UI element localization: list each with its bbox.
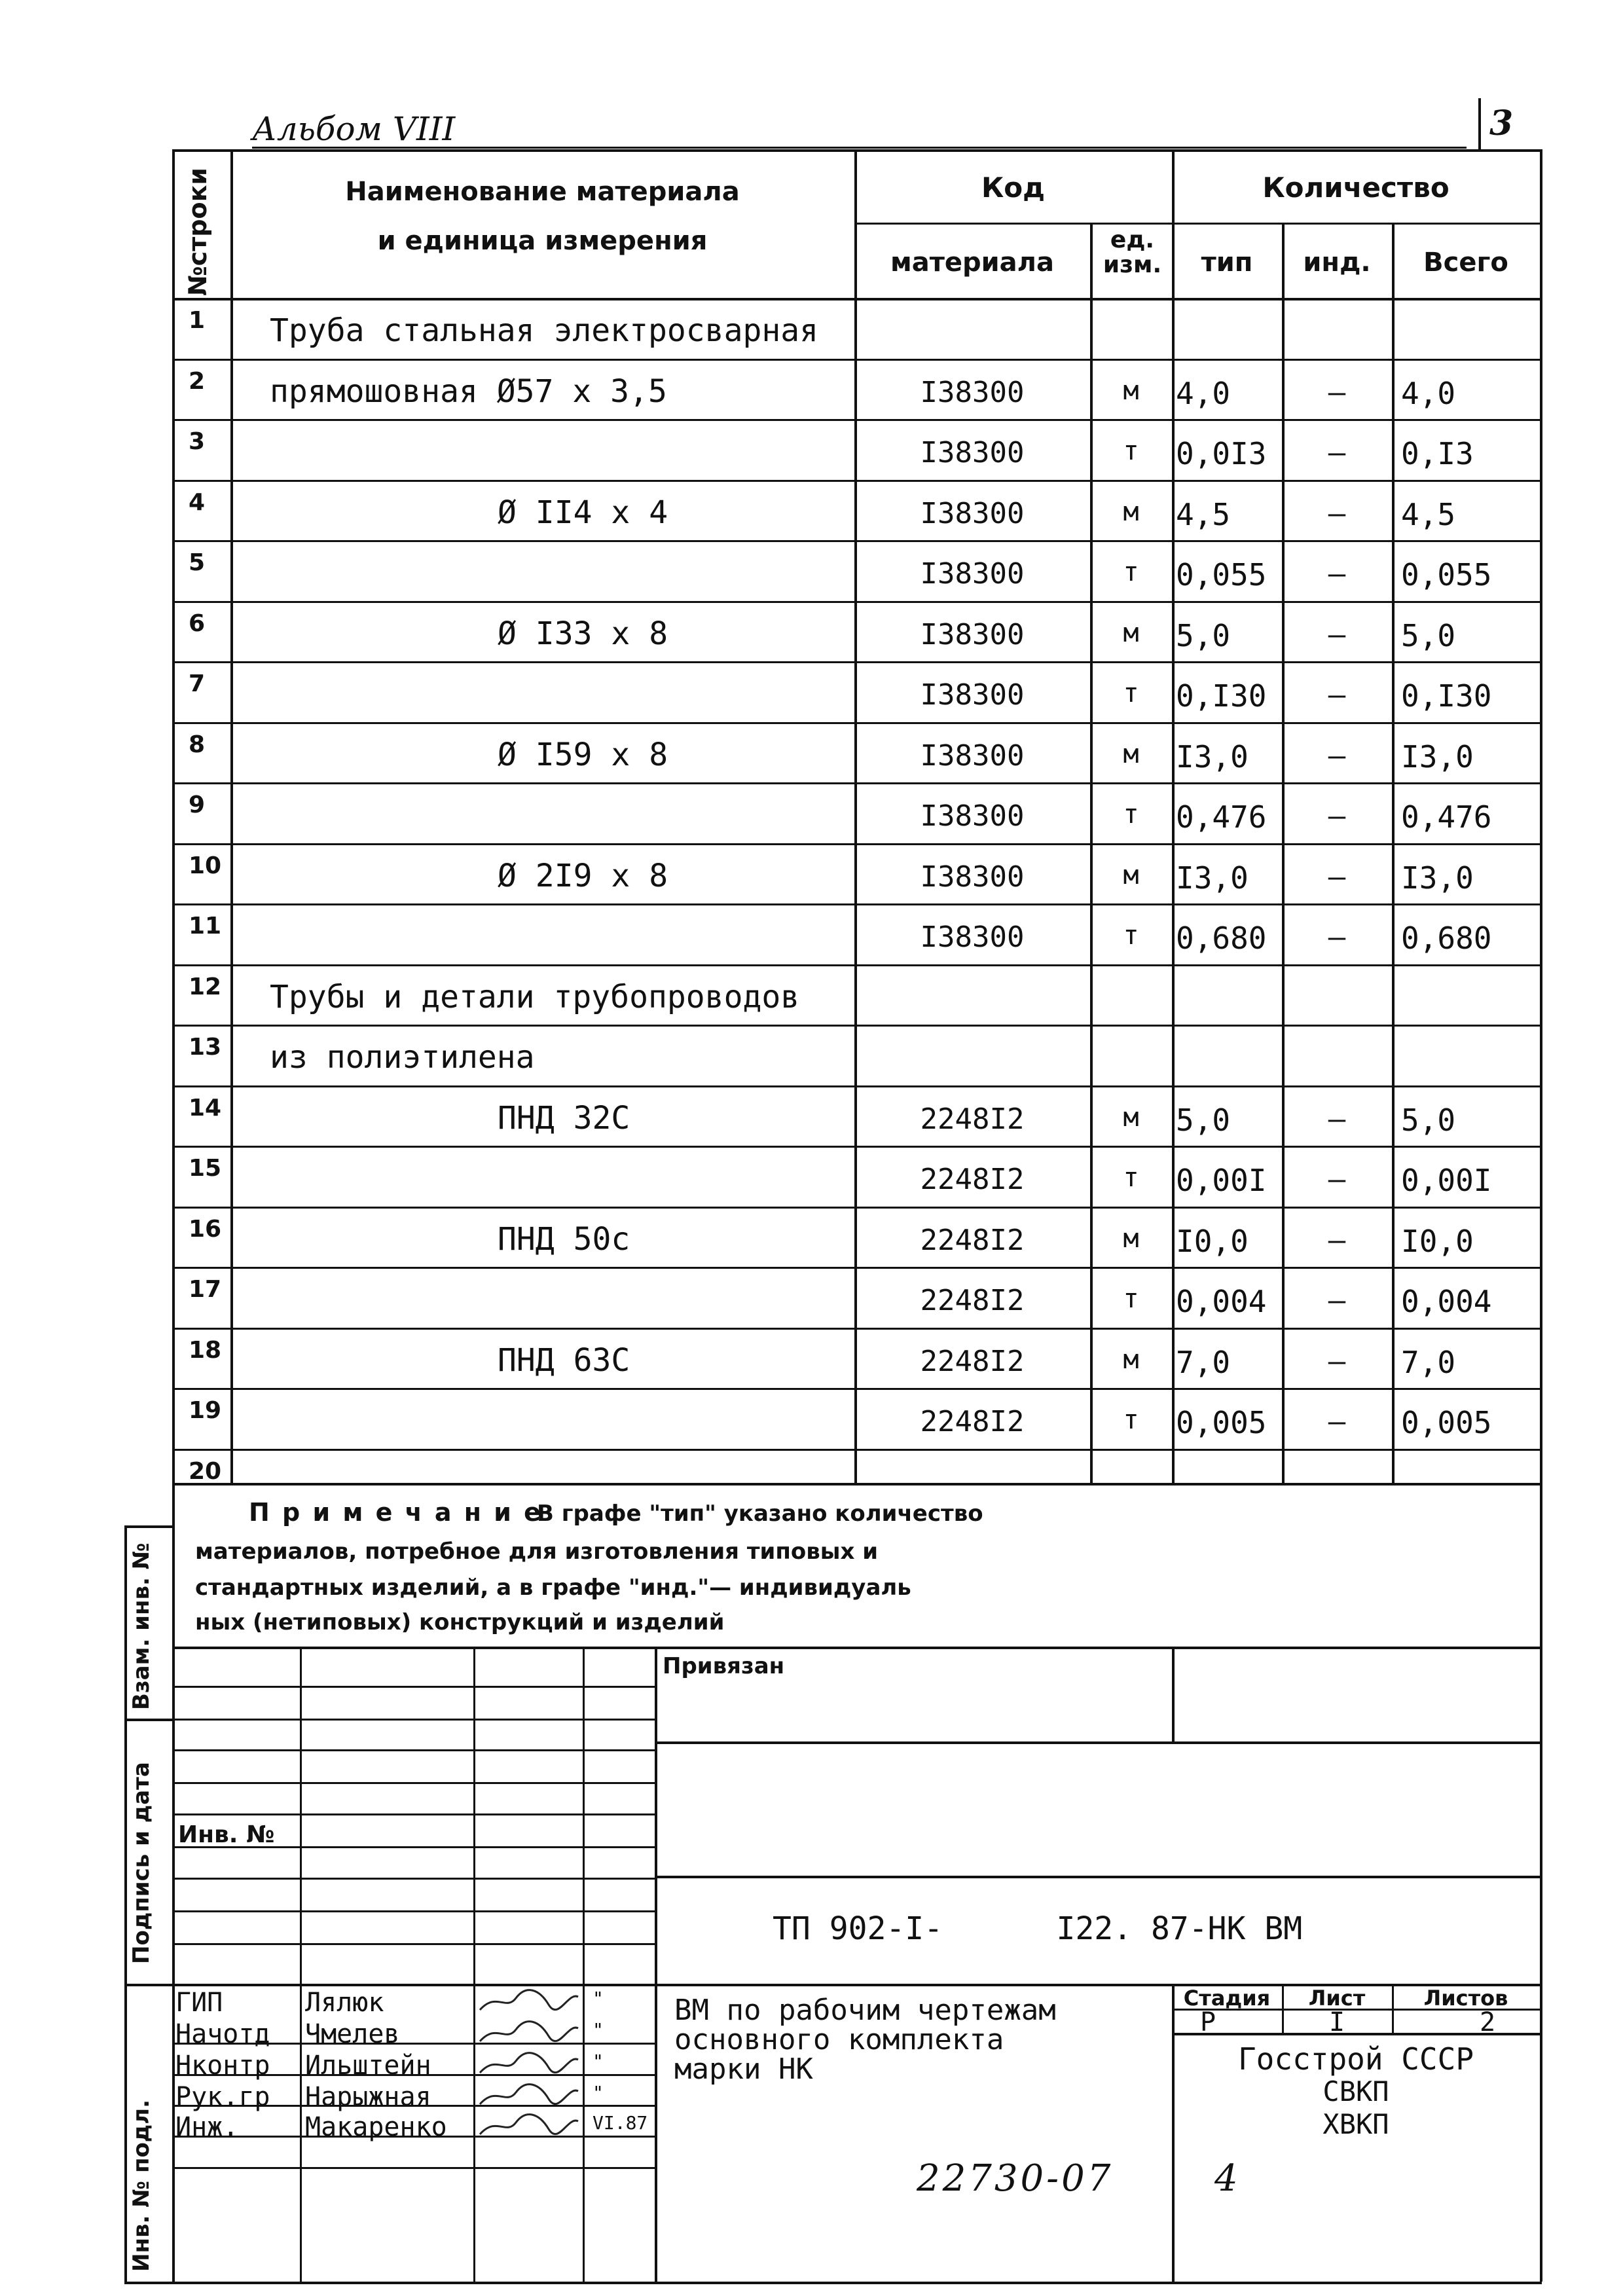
cell-typ: 0,I30 [1176, 678, 1267, 714]
cell-typ: 4,0 [1176, 375, 1231, 411]
title-line2: основного комплекта [674, 2023, 1004, 2056]
row-divider [172, 1267, 1542, 1269]
row-number: 19 [189, 1397, 222, 1424]
cell-typ: 5,0 [1176, 617, 1231, 653]
cell-unit: т [1123, 799, 1139, 829]
cell-typ: 0,476 [1176, 799, 1267, 835]
material-name: ПНД 50с [498, 1220, 630, 1258]
cell-unit: т [1123, 1163, 1139, 1193]
signature-scribble [477, 2048, 581, 2079]
note-line1: В графе "тип" указано количество [537, 1501, 983, 1527]
cell-ind: – [1328, 920, 1346, 954]
cell-total: 7,0 [1401, 1344, 1456, 1380]
material-name: ПНД 32С [498, 1099, 630, 1137]
cell-ind: – [1328, 1102, 1346, 1136]
cell-typ: 4,5 [1176, 496, 1231, 532]
cell-code: 2248I2 [920, 1163, 1025, 1196]
inv-no-label: Инв. № [178, 1821, 275, 1848]
row-divider [172, 1388, 1542, 1390]
footer-page: 4 [1214, 2157, 1238, 2200]
row-divider [172, 661, 1542, 663]
row-number: 18 [189, 1336, 222, 1364]
cell-unit: м [1123, 496, 1139, 527]
row-divider [172, 1449, 1542, 1451]
row-number: 20 [189, 1457, 222, 1485]
album-label: Альбом VIII [252, 110, 456, 148]
cell-total: 0,476 [1401, 799, 1492, 835]
row-divider [172, 540, 1542, 542]
material-name: прямошовная Ø57 x 3,5 [270, 373, 667, 410]
header-total: Всего [1423, 247, 1508, 278]
sheets-value: 2 [1480, 2007, 1496, 2037]
cell-code: I38300 [920, 617, 1025, 651]
cell-total: 0,I3 [1401, 436, 1474, 471]
row-divider [172, 1085, 1542, 1087]
material-name: из полиэтилена [270, 1039, 535, 1076]
signature-scribble [477, 1985, 581, 2016]
material-name: Труба стальная электросварная [270, 312, 819, 349]
cell-unit: т [1123, 678, 1139, 708]
signer-mark: " [593, 2050, 604, 2072]
signature-scribble [477, 2109, 581, 2141]
cell-total: 5,0 [1401, 617, 1456, 653]
row-number: 2 [189, 367, 206, 395]
cell-unit: м [1123, 617, 1139, 648]
stage-label: Стадия [1183, 1986, 1271, 2011]
cell-code: I38300 [920, 436, 1025, 469]
cell-code: I38300 [920, 496, 1025, 530]
cell-unit: т [1123, 920, 1139, 951]
signer-role: Рук.гр [175, 2082, 270, 2112]
sheet-value: I [1328, 2007, 1345, 2037]
cell-typ: 0,004 [1176, 1284, 1267, 1319]
signer-mark: " [593, 2019, 604, 2041]
stage-value: Р [1199, 2007, 1216, 2037]
signer-mark: " [593, 1988, 604, 2009]
header-quantity: Количество [1262, 172, 1450, 204]
cell-ind: – [1328, 436, 1346, 469]
cell-unit: т [1123, 1284, 1139, 1314]
cell-typ: 0,055 [1176, 557, 1267, 592]
cell-code: I38300 [920, 557, 1025, 591]
header-name-line2: и единица измерения [377, 226, 708, 256]
document-code: ТП 902-I- I22. 87-НК ВМ [773, 1910, 1303, 1947]
row-number: 17 [189, 1276, 222, 1303]
signer-name: Ильштейн [305, 2050, 431, 2081]
cell-typ: I3,0 [1176, 738, 1249, 774]
row-divider [172, 782, 1542, 784]
cell-code: I38300 [920, 799, 1025, 833]
row-number: 14 [189, 1094, 222, 1121]
cell-typ: 7,0 [1176, 1344, 1231, 1380]
note-lead: П р и м е ч а н и е [249, 1498, 543, 1527]
cell-total: 0,055 [1401, 557, 1492, 592]
cell-ind: – [1328, 1223, 1346, 1257]
cell-total: 4,0 [1401, 375, 1456, 411]
row-divider [172, 1328, 1542, 1330]
row-divider [172, 843, 1542, 845]
row-divider [172, 359, 1542, 361]
page-number: 3 [1489, 103, 1514, 143]
signer-name: Макаренко [305, 2112, 447, 2142]
org-line1: Госстрой СССР [1237, 2041, 1474, 2077]
header-typ: тип [1201, 247, 1253, 278]
cell-unit: м [1123, 375, 1139, 406]
signer-mark: " [593, 2082, 604, 2104]
cell-ind: – [1328, 1163, 1346, 1196]
row-divider [172, 601, 1542, 603]
cell-code: 2248I2 [920, 1102, 1025, 1136]
header-name-line1: Наименование материала [345, 177, 740, 207]
side-label-vzam: Взам. инв. № [128, 1542, 155, 1710]
signer-name: Нарыжная [305, 2082, 431, 2112]
cell-ind: – [1328, 617, 1346, 651]
signer-role: ГИП [175, 1988, 223, 2018]
row-number: 13 [189, 1034, 222, 1061]
side-label-podpis: Подпись и дата [128, 1762, 155, 1964]
cell-unit: м [1123, 1344, 1139, 1375]
header-material-code: материала [890, 247, 1054, 278]
cell-total: 0,00I [1401, 1163, 1492, 1198]
cell-unit: м [1123, 860, 1139, 890]
cell-typ: I3,0 [1176, 860, 1249, 896]
cell-typ: 5,0 [1176, 1102, 1231, 1138]
privyazan-label: Привязан [663, 1653, 785, 1679]
signer-name: Чмелев [305, 2019, 400, 2049]
signer-role: Начотд [175, 2019, 270, 2049]
row-divider [172, 964, 1542, 966]
cell-unit: м [1123, 1223, 1139, 1254]
cell-code: 2248I2 [920, 1405, 1025, 1438]
cell-ind: – [1328, 1344, 1346, 1378]
cell-total: 0,004 [1401, 1284, 1492, 1319]
cell-total: 0,I30 [1401, 678, 1492, 714]
note-line3: стандартных изделий, а в графе "инд."— индивидуаль [195, 1575, 911, 1601]
row-number: 6 [189, 610, 206, 637]
cell-code: 2248I2 [920, 1223, 1025, 1257]
row-divider [172, 480, 1542, 482]
cell-typ: I0,0 [1176, 1223, 1249, 1259]
cell-total: I3,0 [1401, 860, 1474, 896]
row-number: 4 [189, 488, 206, 516]
row-number: 15 [189, 1155, 222, 1182]
row-divider [172, 419, 1542, 421]
header-code: Код [981, 172, 1046, 204]
cell-total: 5,0 [1401, 1102, 1456, 1138]
album-underline [252, 147, 1467, 149]
cell-unit: м [1123, 738, 1139, 769]
signer-mark: VI.87 [593, 2112, 648, 2134]
cell-code: 2248I2 [920, 1344, 1025, 1378]
material-name: Ø I33 x 8 [498, 615, 668, 652]
cell-ind: – [1328, 1405, 1346, 1438]
row-divider [172, 722, 1542, 724]
row-number: 11 [189, 913, 222, 939]
page-number-divider [1478, 98, 1481, 151]
row-number: 3 [189, 428, 206, 455]
cell-code: I38300 [920, 375, 1025, 409]
cell-total: 0,680 [1401, 920, 1492, 956]
header-row-number: №строки [183, 168, 212, 296]
material-name: Трубы и детали трубопроводов [270, 978, 800, 1015]
row-number: 5 [189, 549, 206, 576]
row-number: 16 [189, 1215, 222, 1243]
signature-scribble [477, 2016, 581, 2048]
cell-total: I0,0 [1401, 1223, 1474, 1259]
cell-code: I38300 [920, 920, 1025, 954]
row-number: 12 [189, 973, 222, 1000]
material-name: Ø I59 x 8 [498, 736, 668, 773]
cell-code: 2248I2 [920, 1284, 1025, 1317]
header-ind: инд. [1303, 247, 1371, 278]
row-divider [172, 1207, 1542, 1209]
row-divider [172, 903, 1542, 905]
org-line3: ХВКП [1322, 2108, 1389, 2140]
row-number: 7 [189, 670, 206, 697]
sheet-label: Лист [1308, 1986, 1366, 2011]
row-number: 10 [189, 852, 222, 879]
cell-unit: м [1123, 1102, 1139, 1133]
cell-code: I38300 [920, 860, 1025, 894]
cell-ind: – [1328, 375, 1346, 409]
cell-ind: – [1328, 738, 1346, 773]
row-number: 8 [189, 731, 206, 758]
cell-total: 0,005 [1401, 1405, 1492, 1440]
cell-code: I38300 [920, 738, 1025, 773]
cell-total: 4,5 [1401, 496, 1456, 532]
material-name: Ø 2I9 x 8 [498, 857, 668, 894]
signer-name: Лялюк [305, 1988, 384, 2018]
cell-ind: – [1328, 496, 1346, 530]
org-line2: СВКП [1322, 2075, 1389, 2107]
row-number: 9 [189, 792, 206, 818]
material-name: Ø II4 x 4 [498, 494, 668, 531]
cell-ind: – [1328, 557, 1346, 591]
signer-role: Нконтр [175, 2050, 270, 2081]
cell-unit: т [1123, 436, 1139, 466]
cell-ind: – [1328, 799, 1346, 833]
cell-unit: т [1123, 557, 1139, 587]
cell-total: I3,0 [1401, 738, 1474, 774]
cell-ind: – [1328, 678, 1346, 712]
signature-scribble [477, 2079, 581, 2111]
signer-role: Инж. [175, 2112, 239, 2142]
sheets-label: Листов [1423, 1986, 1508, 2011]
cell-code: I38300 [920, 678, 1025, 712]
row-number: 1 [189, 307, 206, 334]
header-unit: ед. изм. [1103, 227, 1162, 278]
cell-typ: 0,0I3 [1176, 436, 1267, 471]
cell-ind: – [1328, 1284, 1346, 1317]
note-line2: материалов, потребное для изготовления типовых и [195, 1539, 879, 1565]
row-divider [172, 1025, 1542, 1027]
cell-typ: 0,005 [1176, 1405, 1267, 1440]
cell-typ: 0,680 [1176, 920, 1267, 956]
title-line3: марки НК [674, 2052, 813, 2086]
cell-unit: т [1123, 1405, 1139, 1435]
cell-ind: – [1328, 860, 1346, 894]
title-line1: ВМ по рабочим чертежам [674, 1994, 1056, 2027]
footer-doc-number: 22730-07 [917, 2157, 1114, 2200]
row-divider [172, 1146, 1542, 1148]
note-line4: ных (нетиповых) конструкций и изделий [195, 1609, 725, 1635]
side-label-inv-podl: Инв. № подл. [128, 2099, 155, 2272]
cell-typ: 0,00I [1176, 1163, 1267, 1198]
material-name: ПНД 63С [498, 1341, 630, 1379]
